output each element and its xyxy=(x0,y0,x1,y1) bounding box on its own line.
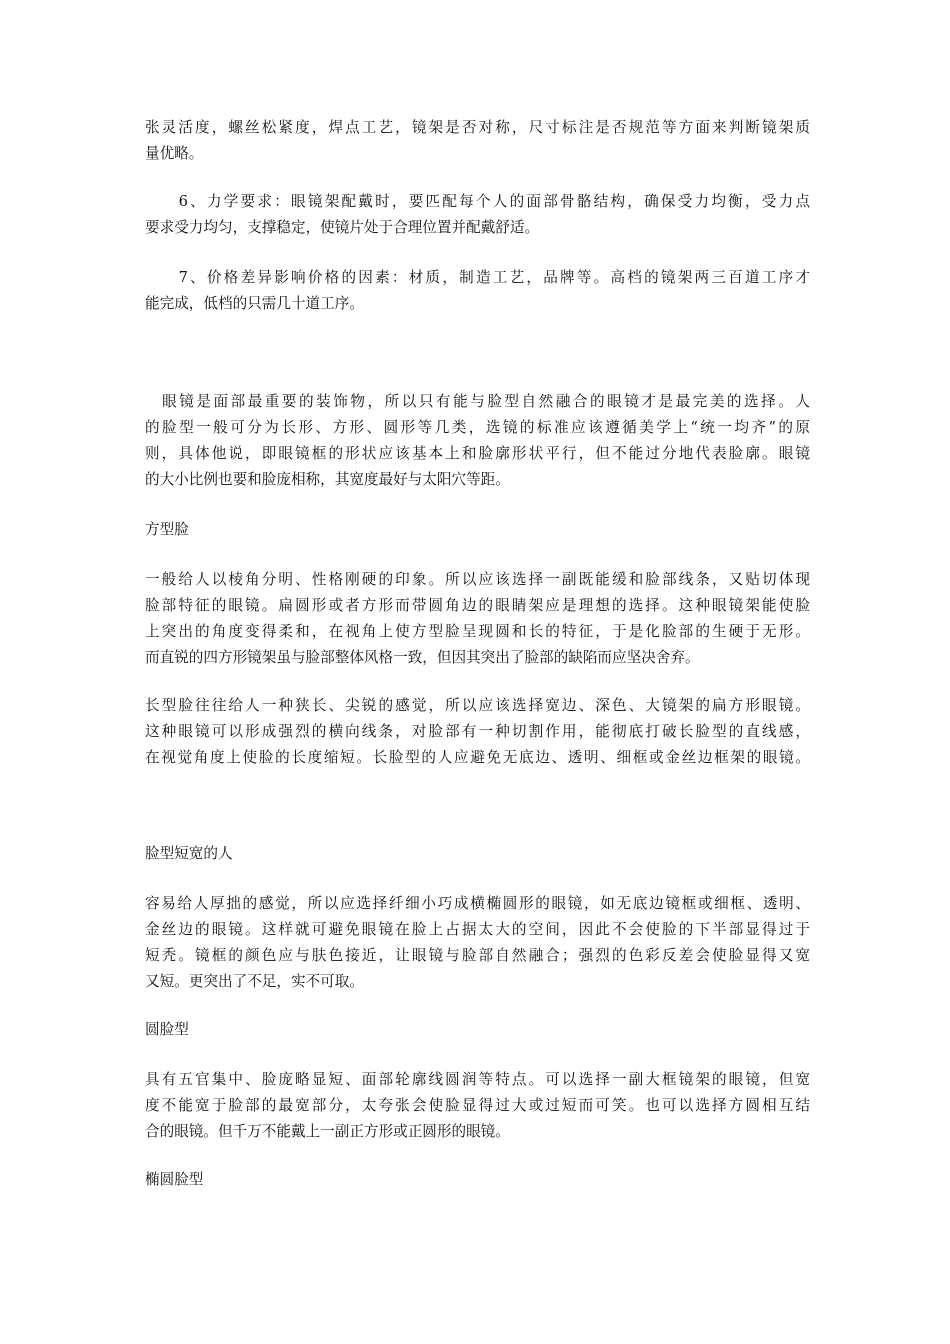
section-heading: 方型脸 xyxy=(145,521,189,538)
text-line: 金丝边的眼镜。这样就可避免眼镜在脸上占据太大的空间，因此不会使脸的下半部显得过于 xyxy=(145,921,810,938)
text-line: 具有五官集中、脸庞略显短、面部轮廓线圆润等特点。可以选择一副大框镜架的眼镜，但宽 xyxy=(145,1071,810,1088)
section-heading: 脸型短宽的人 xyxy=(145,845,233,862)
text-line: 张灵活度，螺丝松紧度，焊点工艺，镜架是否对称，尺寸标注是否规范等方面来判断镜架质 xyxy=(145,119,810,136)
section-heading: 椭圆脸型 xyxy=(145,1171,204,1188)
text-line: 能完成，低档的只需几十道工序。 xyxy=(145,295,364,312)
text-line: 脸部特征的眼镜。扁圆形或者方形而带圆角边的眼睛架应是理想的选择。这种眼镜架能使脸 xyxy=(145,597,810,614)
text-line: 上突出的角度变得柔和，在视角上使方型脸呈现圆和长的特征，于是化脸部的生硬于无形。 xyxy=(145,623,810,640)
text-line: 则，具体他说，即眼镜框的形状应该基本上和脸廓形状平行，但不能过分地代表脸廓。眼镜 xyxy=(145,445,810,462)
text-line: 的脸型一般可分为长形、方形、圆形等几类，选镜的标准应该遵循美学上“统一均齐”的原 xyxy=(145,419,810,436)
text-line: 一般给人以棱角分明、性格刚硬的印象。所以应该选择一副既能缓和脸部线条，又贴切体现 xyxy=(145,571,810,588)
text-line: 容易给人厚拙的感觉，所以应选择纤细小巧成横椭圆形的眼镜，如无底边镜框或细框、透明、 xyxy=(145,895,810,912)
text-line: 眼镜是面部最重要的装饰物，所以只有能与脸型自然融合的眼镜才是最完美的选择。人 xyxy=(145,393,810,410)
text-line: 合的眼镜。但千万不能戴上一副正方形或正圆形的眼镜。 xyxy=(145,1123,510,1140)
text-line: 7、价格差异影响价格的因素：材质，制造工艺，品牌等。高档的镜架两三百道工序才 xyxy=(145,269,810,286)
text-line: 度不能宽于脸部的最宽部分，太夸张会使脸显得过大或过短而可笑。也可以选择方圆相互结 xyxy=(145,1097,810,1114)
text-line: 6、力学要求：眼镜架配戴时，要匹配每个人的面部骨骼结构，确保受力均衡，受力点 xyxy=(145,193,810,210)
text-line: 要求受力均匀，支撑稳定，使镜片处于合理位置并配戴舒适。 xyxy=(145,219,540,236)
text-line: 这种眼镜可以形成强烈的横向线条，对脸部有一种切割作用，能彻底打破长脸型的直线感， xyxy=(145,723,810,740)
text-line: 又短。更突出了不足，实不可取。 xyxy=(145,973,364,990)
text-line: 的大小比例也要和脸庞相称，其宽度最好与太阳穴等距。 xyxy=(145,471,510,488)
text-line: 长型脸往往给人一种狭长、尖锐的感觉，所以应该选择宽边、深色、大镜架的扁方形眼镜。 xyxy=(145,697,810,714)
text-line: 而直锐的四方形镜架虽与脸部整体风格一致，但因其突出了脸部的缺陷而应坚决舍弃。 xyxy=(145,649,700,666)
text-line: 短秃。镜框的颜色应与肤色接近，让眼镜与脸部自然融合；强烈的色彩反差会使脸显得又宽 xyxy=(145,947,810,964)
text-line: 在视觉角度上使脸的长度缩短。长脸型的人应避免无底边、透明、细框或金丝边框架的眼镜。 xyxy=(145,749,810,766)
section-heading: 圆脸型 xyxy=(145,1021,189,1038)
text-line: 量优略。 xyxy=(145,145,204,162)
